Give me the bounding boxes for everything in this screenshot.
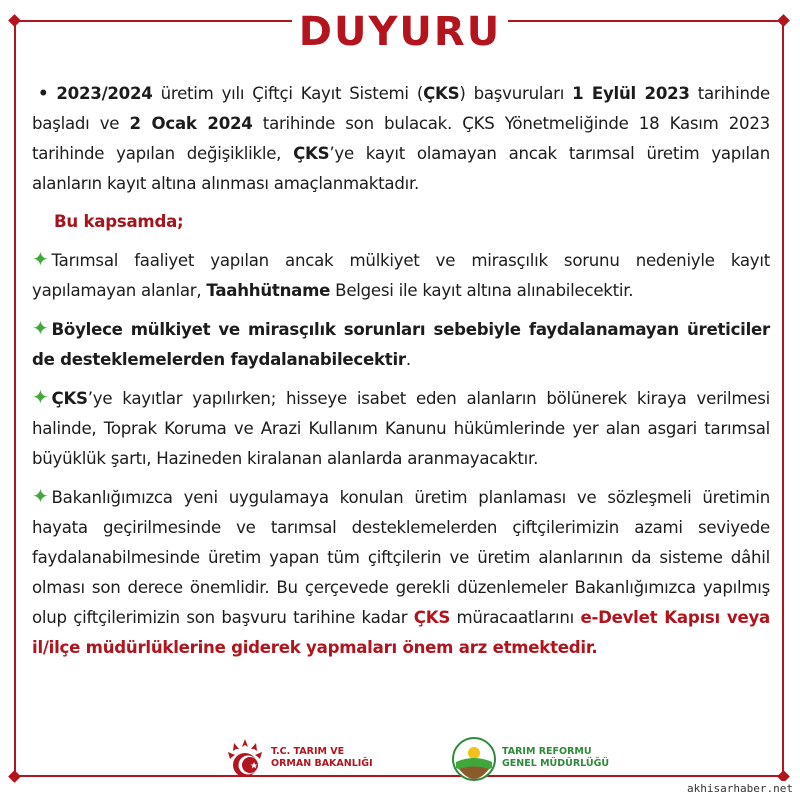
footer-logos [0, 733, 800, 783]
sparkle-icon: ✦ [32, 247, 49, 271]
item-text: Tarımsal faaliyet yapılan ancak mülkiyet ve mirasçılık sorunu nedeniyle kayıt yapılamayan alanlar, [32, 251, 770, 300]
application-channels: e-Devlet Kapısı veya il/ilçe müdürlüklerine giderek yapmaları önem arz etmektedir. [32, 608, 770, 657]
reform-name-line2: GENEL MÜDÜRLÜĞÜ [502, 758, 610, 769]
bullet-glyph: • [38, 84, 49, 103]
commitment-document-term: Taahhütname [206, 281, 331, 300]
list-item [32, 481, 770, 663]
item-text: Bakanlığımızca yeni uygulamaya konulan üretim planlaması ve sözleşmeli üretimin hayata geçirilmesinde ve tarımsal desteklemelerden çiftçilerimizin azami seviyede faydalanabilmesinde üretim yapan tüm çiftçilerin ve üretim alanlarının da sisteme dâhil olması son derece önemlidir. Bu çerçevede gerekli düzenlemeler Bakanlığımızca yapılmış olup çiftçilerimizin son başvuru tarihine kadar [32, 488, 770, 627]
production-year: 2023/2024 [56, 84, 153, 103]
title-box [292, 6, 508, 54]
item-text-bold: Böylece mülkiyet ve mirasçılık sorunları sebebiyle faydalanamayan üreticiler de desteklemelerden faydalanabilecektir [32, 320, 770, 369]
item-text: ’ye kayıtlar yapılırken; hisseye isabet eden alanların bölünerek kiraya verilmesi halinde, Toprak Koruma ve Arazi Kullanım Kanunu hükümlerinde yer alan asgari tarımsal büyüklük şartı, Hazineden kiralanan alanlarda aranmayacaktır. [32, 389, 770, 468]
sparkle-icon: ✦ [32, 316, 49, 340]
announcement-body [32, 79, 770, 663]
watermark: akhisarhaber.net [684, 781, 796, 796]
ministry-name-line2: ORMAN BAKANLIĞI [271, 758, 373, 769]
cks-term: ÇKS [51, 389, 88, 408]
cks-term: ÇKS [423, 84, 460, 103]
item-text: . [405, 350, 411, 369]
page-title: DUYURU [298, 9, 502, 55]
intro-paragraph [32, 79, 770, 199]
list-item [32, 313, 770, 375]
reform-emblem-icon [451, 736, 497, 782]
intro-text: üretim yılı Çiftçi Kayıt Sistemi ( [152, 84, 424, 103]
intro-text: tarihinde son bulacak. ÇKS Yönetmeliğinde 18 Kasım 2023 tarihinde yapılan değişiklikle, [32, 114, 770, 163]
item-text: müracaatlarını [450, 608, 581, 627]
item-text: Belgesi ile kayıt altına alınabilecektir. [330, 281, 634, 300]
scope-heading: Bu kapsamda; [54, 212, 184, 231]
sparkle-icon: ✦ [32, 385, 49, 409]
ministry-emblem-icon [222, 735, 268, 781]
reform-name-line1: TARIM REFORMU [502, 746, 592, 757]
list-item [32, 382, 770, 474]
intro-text: tarihinde başladı ve [32, 84, 770, 133]
start-date: 1 Eylül 2023 [572, 84, 690, 103]
intro-text: ’ye kayıt olamayan ancak tarımsal üretim yapılan alanların kayıt altına alınması amaçlanmaktadır. [32, 144, 770, 193]
ministry-name-line1: T.C. TARIM VE [271, 746, 345, 757]
list-item [32, 244, 770, 306]
end-date: 2 Ocak 2024 [129, 114, 253, 133]
intro-text: ) başvuruları [459, 84, 573, 103]
cks-term: ÇKS [413, 608, 451, 627]
sparkle-icon: ✦ [32, 484, 49, 508]
cks-term: ÇKS [293, 144, 330, 163]
